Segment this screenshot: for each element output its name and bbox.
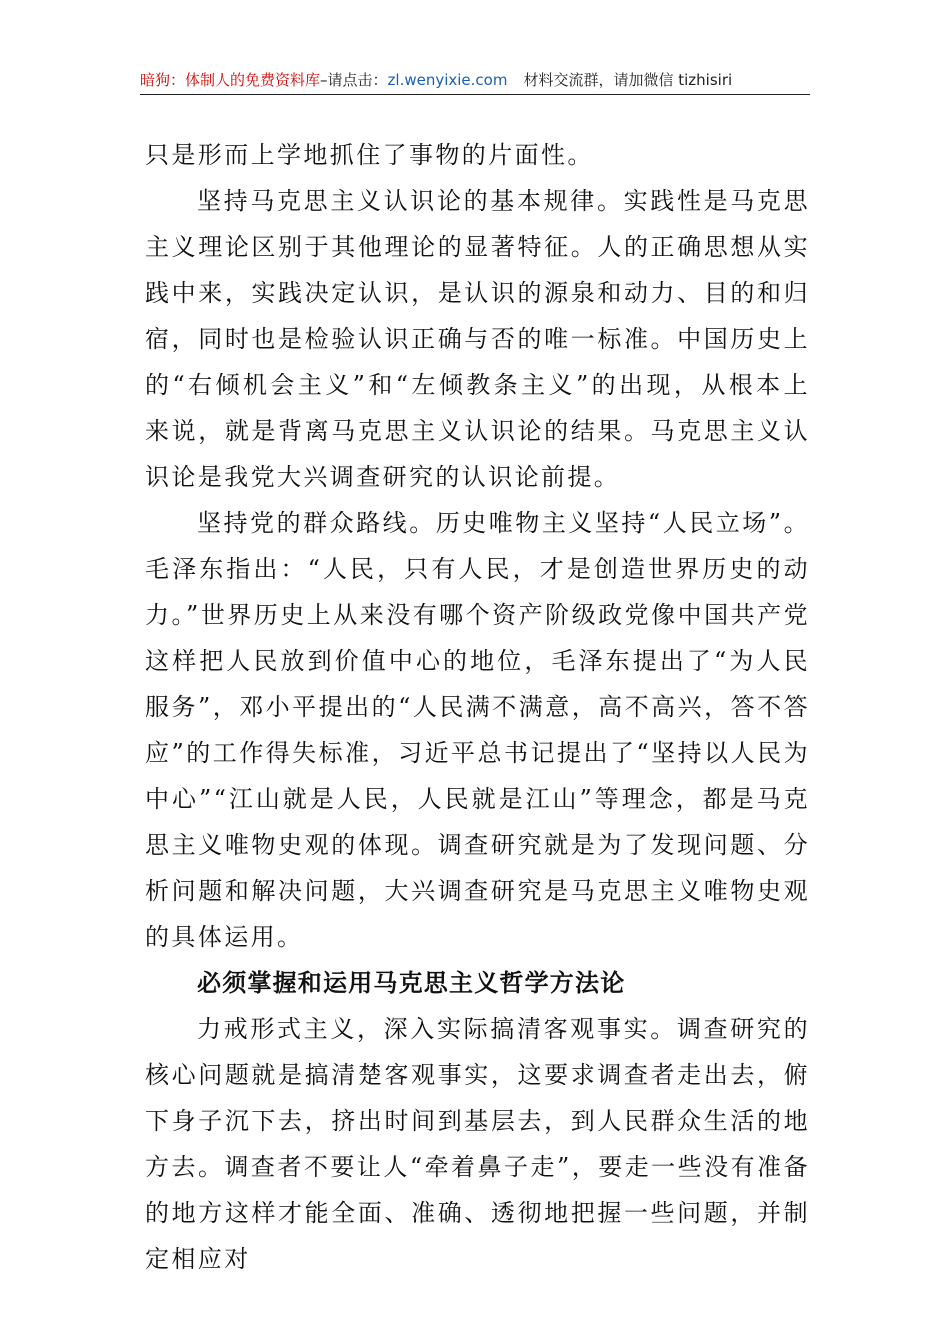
document-body [145, 132, 810, 1282]
header-url-link[interactable]: zl.wenyixie.com [387, 71, 508, 89]
header-source-name: 暗狗：体制人的免费资料库 [140, 71, 321, 89]
paragraph-epistemology: 坚持马克思主义认识论的基本规律。实践性是马克思主义理论区别于其他理论的显著特征。人的正确思想从实践中来，实践决定认识，是认识的源泉和动力、目的和归宿，同时也是检验认识正确与否的唯一标准。中国历史上的“右倾机会主义”和“左倾教条主义”的出现，从根本上来说，就是背离马克思主义认识论的结果。马克思主义认识论是我党大兴调查研究的认识论前提。 [145, 187, 810, 491]
page-header [140, 66, 810, 95]
paragraph-continued: 只是形而上学地抓住了事物的片面性。 [145, 141, 594, 169]
section-heading: 必须掌握和运用马克思主义哲学方法论 [197, 969, 626, 997]
paragraph-anti-formalism: 力戒形式主义，深入实际搞清客观事实。调查研究的核心问题就是搞清楚客观事实，这要求调查者走出去，俯下身子沉下去，挤出时间到基层去，到人民群众生活的地方去。调查者不要让人“牵着鼻子走”，要走一些没有准备的地方这样才能全面、准确、透彻地把握一些问题，并制定相应对 [145, 1015, 810, 1273]
paragraph-mass-line: 坚持党的群众路线。历史唯物主义坚持“人民立场”。毛泽东指出：“人民，只有人民，才是创造世界历史的动力。”世界历史上从来没有哪个资产阶级政党像中国共产党这样把人民放到价值中心的地位，毛泽东提出了“为人民服务”，邓小平提出的“人民满不满意，高不高兴，答不答应”的工作得失标准，习近平总书记提出了“坚持以人民为中心”“江山就是人民，人民就是江山”等理念，都是马克思主义唯物史观的体现。调查研究就是为了发现问题、分析问题和解决问题，大兴调查研究是马克思主义唯物史观的具体运用。 [145, 509, 810, 951]
header-click-prompt: –请点击： [320, 71, 388, 89]
header-group-note: 材料交流群，请加微信 tizhisiri [523, 71, 733, 89]
